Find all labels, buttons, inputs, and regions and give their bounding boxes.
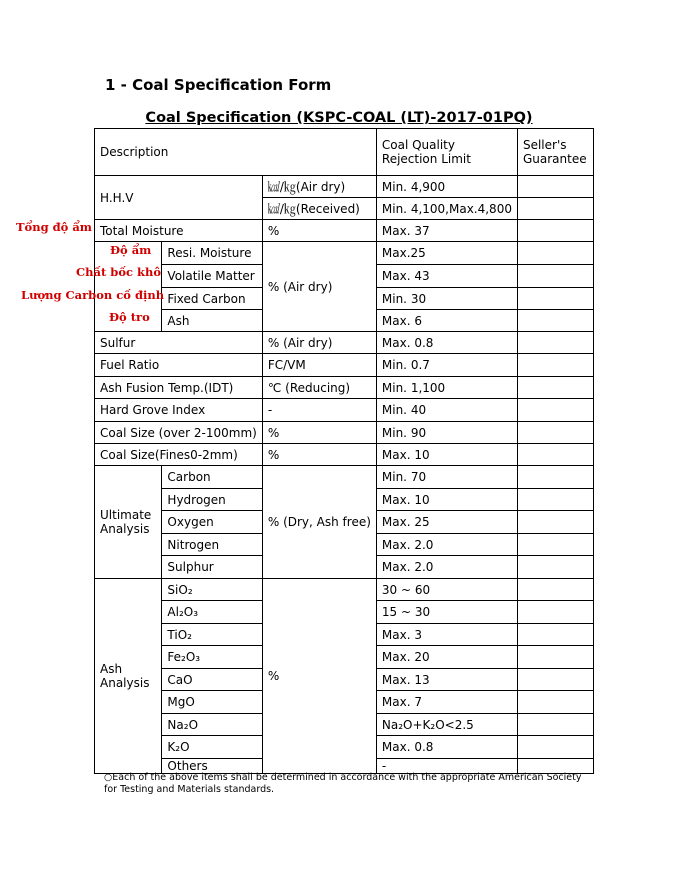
tio2-limit: Max. 3	[376, 624, 517, 646]
resi-moisture-label: Resi. Moisture	[162, 242, 262, 265]
header-description: Description	[95, 129, 377, 176]
nitrogen-label: Nitrogen	[162, 534, 262, 556]
hgi-limit: Min. 40	[376, 399, 517, 422]
guarantee-cell[interactable]	[517, 714, 593, 736]
annotation-moisture: Độ ẩm	[110, 243, 152, 257]
ultimate-unit: % (Dry, Ash free)	[262, 466, 376, 579]
fuel-ratio-label: Fuel Ratio	[95, 354, 263, 377]
cao-label: CaO	[162, 669, 262, 691]
total-moisture-limit: Max. 37	[376, 220, 517, 242]
fines-label: Coal Size(Fines0-2mm)	[95, 444, 263, 466]
hhv-limit-air-dry: Min. 4,900	[376, 176, 517, 198]
oxygen-limit: Max. 25	[376, 511, 517, 534]
guarantee-cell[interactable]	[517, 646, 593, 669]
sulfur-label: Sulfur	[95, 332, 263, 354]
fixed-carbon-limit: Min. 30	[376, 288, 517, 310]
sulphur-label: Sulphur	[162, 556, 262, 579]
proximate-unit: % (Air dry)	[262, 242, 376, 332]
guarantee-cell[interactable]	[517, 422, 593, 444]
tio2-label: TiO₂	[162, 624, 262, 646]
ash-fusion-limit: Min. 1,100	[376, 377, 517, 399]
guarantee-cell[interactable]	[517, 624, 593, 646]
coal-size-label: Coal Size (over 2-100mm)	[95, 422, 263, 444]
ash-fusion-label: Ash Fusion Temp.(IDT)	[95, 377, 263, 399]
guarantee-cell[interactable]	[517, 332, 593, 354]
sio2-label: SiO₂	[162, 579, 262, 601]
k2o-limit: Max. 0.8	[376, 736, 517, 759]
sio2-limit: 30 ~ 60	[376, 579, 517, 601]
hgi-unit: -	[262, 399, 376, 422]
coal-spec-table	[94, 128, 594, 774]
ash-label: Ash	[162, 310, 262, 332]
coal-size-unit: %	[262, 422, 376, 444]
guarantee-cell[interactable]	[517, 511, 593, 534]
k2o-label: K₂O	[162, 736, 262, 759]
mgo-label: MgO	[162, 691, 262, 714]
hhv-unit-air-dry: ㎉/㎏(Air dry)	[262, 176, 376, 198]
guarantee-cell[interactable]	[517, 736, 593, 759]
al2o3-limit: 15 ~ 30	[376, 601, 517, 624]
hgi-label: Hard Grove Index	[95, 399, 263, 422]
ultimate-analysis-label: Ultimate Analysis	[95, 466, 162, 579]
sulphur-limit: Max. 2.0	[376, 556, 517, 579]
guarantee-cell[interactable]	[517, 310, 593, 332]
cao-limit: Max. 13	[376, 669, 517, 691]
total-moisture-label: Total Moisture	[95, 220, 263, 242]
annotation-total-moisture: Tổng độ ẩm	[16, 220, 92, 234]
na2o-limit: Na₂O+K₂O<2.5	[376, 714, 517, 736]
annotation-fixed-carbon: Lượng Carbon cố định	[21, 288, 165, 302]
guarantee-cell[interactable]	[517, 444, 593, 466]
nitrogen-limit: Max. 2.0	[376, 534, 517, 556]
sulfur-limit: Max. 0.8	[376, 332, 517, 354]
header-rejection-limit: Coal Quality Rejection Limit	[376, 129, 517, 176]
guarantee-cell[interactable]	[517, 399, 593, 422]
guarantee-cell[interactable]	[517, 466, 593, 489]
total-moisture-unit: %	[262, 220, 376, 242]
guarantee-cell[interactable]	[517, 354, 593, 377]
ash-fusion-unit: ℃ (Reducing)	[262, 377, 376, 399]
header-seller-guarantee: Seller's Guarantee	[517, 129, 593, 176]
fixed-carbon-label: Fixed Carbon	[162, 288, 262, 310]
mgo-limit: Max. 7	[376, 691, 517, 714]
na2o-label: Na₂O	[162, 714, 262, 736]
guarantee-cell[interactable]	[517, 534, 593, 556]
hhv-unit-received: ㎉/㎏(Received)	[262, 198, 376, 220]
others-limit: -	[376, 759, 517, 774]
guarantee-cell[interactable]	[517, 242, 593, 265]
guarantee-cell[interactable]	[517, 198, 593, 220]
others-label: Others	[162, 759, 262, 774]
al2o3-label: Al₂O₃	[162, 601, 262, 624]
spec-title: Coal Specification (KSPC-COAL (LT)-2017-01PQ)	[145, 110, 533, 126]
ash-limit: Max. 6	[376, 310, 517, 332]
guarantee-cell[interactable]	[517, 377, 593, 399]
guarantee-cell[interactable]	[517, 691, 593, 714]
volatile-matter-limit: Max. 43	[376, 265, 517, 288]
coal-size-limit: Min. 90	[376, 422, 517, 444]
fe2o3-limit: Max. 20	[376, 646, 517, 669]
fe2o3-label: Fe₂O₃	[162, 646, 262, 669]
hydrogen-label: Hydrogen	[162, 489, 262, 511]
guarantee-cell[interactable]	[517, 669, 593, 691]
hhv-limit-received: Min. 4,100,Max.4,800	[376, 198, 517, 220]
guarantee-cell[interactable]	[517, 265, 593, 288]
annotation-ash: Độ tro	[109, 310, 150, 324]
guarantee-cell[interactable]	[517, 556, 593, 579]
fines-unit: %	[262, 444, 376, 466]
hydrogen-limit: Max. 10	[376, 489, 517, 511]
guarantee-cell[interactable]	[517, 176, 593, 198]
carbon-limit: Min. 70	[376, 466, 517, 489]
page-heading: 1 - Coal Specification Form	[105, 76, 332, 94]
annotation-volatile: Chất bốc khô	[76, 265, 161, 279]
ash-analysis-label: Ash Analysis	[95, 579, 162, 774]
guarantee-cell[interactable]	[517, 288, 593, 310]
hhv-label: H.H.V	[95, 176, 263, 220]
guarantee-cell[interactable]	[517, 601, 593, 624]
guarantee-cell[interactable]	[517, 489, 593, 511]
carbon-label: Carbon	[162, 466, 262, 489]
footnote: ○Each of the above items shall be determined in accordance with the appropriate American Society for Testing and Materials standards.	[104, 772, 582, 795]
fuel-ratio-unit: FC/VM	[262, 354, 376, 377]
resi-moisture-limit: Max.25	[376, 242, 517, 265]
ash-analysis-unit: %	[262, 579, 376, 774]
guarantee-cell[interactable]	[517, 579, 593, 601]
volatile-matter-label: Volatile Matter	[162, 265, 262, 288]
guarantee-cell[interactable]	[517, 220, 593, 242]
sulfur-unit: % (Air dry)	[262, 332, 376, 354]
fines-limit: Max. 10	[376, 444, 517, 466]
oxygen-label: Oxygen	[162, 511, 262, 534]
fuel-ratio-limit: Min. 0.7	[376, 354, 517, 377]
